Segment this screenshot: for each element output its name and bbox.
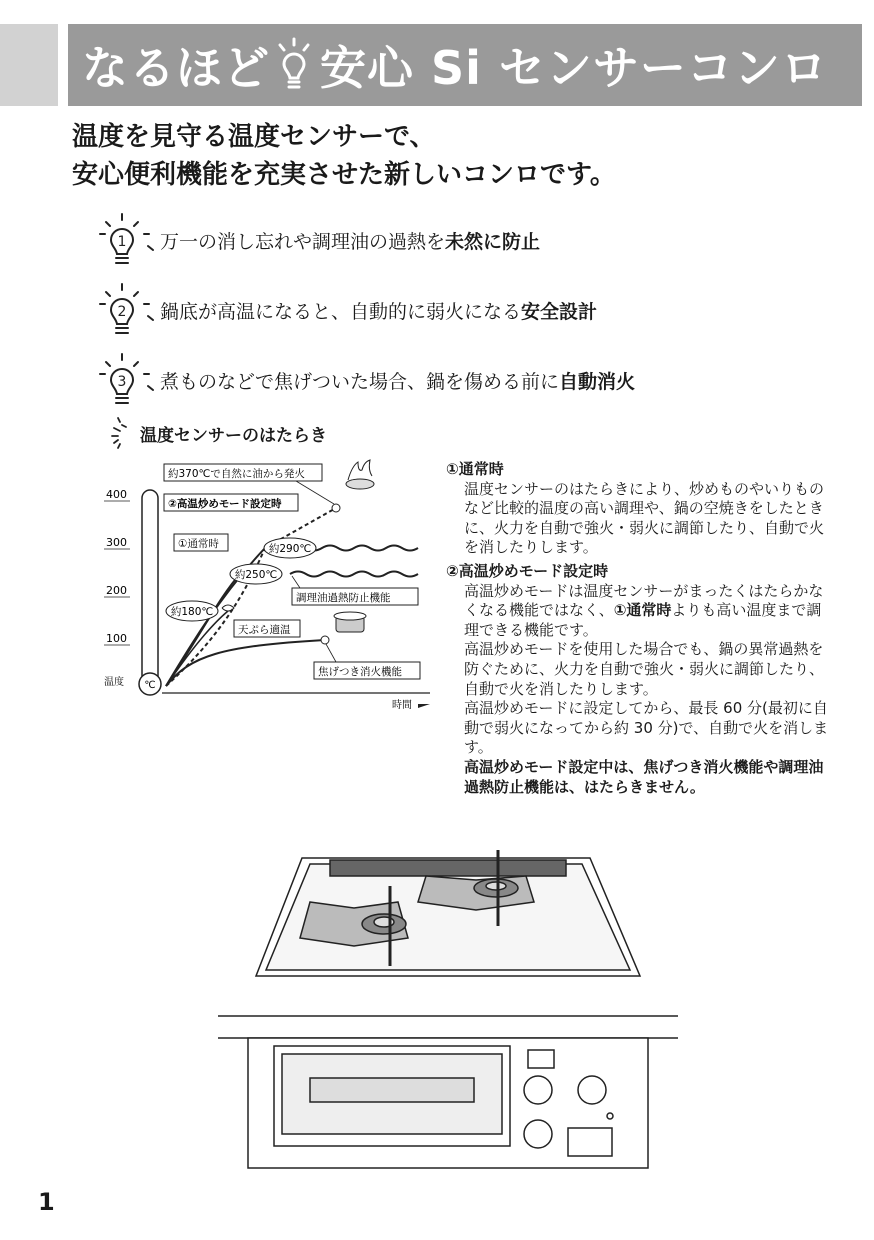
y-ticks <box>104 488 130 645</box>
feature-3 <box>96 350 635 410</box>
feature-number: 1 <box>117 234 127 250</box>
feature-1 <box>96 210 540 270</box>
light-rays-icon <box>108 416 132 450</box>
headline-line2: 安心便利機能を充実させた新しいコンロです。 <box>72 160 616 190</box>
high-mode-body2: 高温炒めモードを使用した場合でも、鍋の異常過熱を防ぐために、火力を自動で強火・弱火に調節したり、自動で火を消したりします。 <box>464 640 825 698</box>
page-number: 1 <box>38 1188 55 1216</box>
y-tick-label: 100 <box>106 632 127 645</box>
title-part1: なるほど <box>82 41 270 95</box>
y-axis-label: 温度 <box>104 677 124 688</box>
numbered-bulb-icon <box>96 352 156 408</box>
banner-side-tab <box>0 24 58 106</box>
numbered-bulb-icon <box>96 212 156 268</box>
section-heading <box>108 416 327 450</box>
t290-label: 約290℃ <box>268 543 312 555</box>
ignite-label: 約370℃で自然に油から発火 <box>168 468 305 480</box>
feature-text: 煮ものなどで焦げついた場合、鍋を傷める前に <box>160 370 560 393</box>
pot-icon <box>334 612 366 632</box>
unit-label: ℃ <box>144 680 156 691</box>
series-normal-hold <box>290 572 418 577</box>
normal-title: ①通常時 <box>446 460 504 478</box>
high-mode-label: ②高温炒めモード設定時 <box>168 498 282 510</box>
flaming-pot-icon <box>346 460 374 489</box>
feature-2 <box>96 280 597 340</box>
scorch-label: 焦げつき消火機能 <box>318 666 402 678</box>
tempura-icon <box>222 605 234 611</box>
numbered-bulb-icon <box>96 282 156 338</box>
page-title <box>82 32 828 98</box>
title-banner <box>68 24 862 106</box>
normal-body: 温度センサーのはたらきにより、炒めものやいりものなど比較的温度の高い調理や、鍋の空焼きをしたときに、火力を自動で強火・弱火に調節したり、自動で火を消したりします。 <box>464 479 825 557</box>
tempura-label: 天ぷら適温 <box>238 624 291 636</box>
y-tick-label: 400 <box>106 488 127 501</box>
x-axis-label: 時間 <box>392 700 412 711</box>
feature-number: 2 <box>117 304 127 320</box>
feature-text: 鍋底が高温になると、自動的に弱火になる <box>160 300 522 323</box>
oil-overheat-label: 調理油過熱防止機能 <box>296 592 391 604</box>
headline <box>72 118 616 194</box>
feature-text: 万一の消し忘れや調理油の過熱を <box>160 230 446 253</box>
t180-label: 約180℃ <box>170 606 214 618</box>
feature-bold: 未然に防止 <box>445 230 541 253</box>
high-mode-body3: 高温炒めモードに設定してから、最長 60 分(最初に自動で弱火になってから約 30 分)で、自動で火を消します。 <box>464 699 829 757</box>
y-tick-label: 300 <box>106 536 127 549</box>
feature-number: 3 <box>117 374 127 390</box>
stove-illustration <box>218 846 682 1180</box>
thermometer <box>142 490 158 686</box>
high-mode-body-a: 高温炒めモードは温度センサーがまったくはたらかなくなる機能ではなく、 <box>464 581 824 620</box>
title-part2: 安心 Si センサーコンロ <box>320 41 828 95</box>
headline-line1: 温度を見守る温度センサーで、 <box>72 122 436 152</box>
stove-front <box>248 1038 648 1168</box>
high-mode-title: ②高温炒めモード設定時 <box>446 561 609 580</box>
x-axis-arrow <box>418 704 430 708</box>
section-title: 温度センサーのはたらき <box>140 425 327 446</box>
high-mode-body-c: よりも高い温度まで調理できる機能です。 <box>464 601 822 639</box>
ignite-point <box>332 504 340 512</box>
high-mode-body <box>446 582 832 641</box>
high-mode-note: 高温炒めモード設定中は、焦げつき消火機能や調理油過熱防止機能は、はたらきません。 <box>464 757 824 796</box>
explanation <box>446 460 832 797</box>
feature-bold: 安全設計 <box>521 300 598 323</box>
lightbulb-icon <box>272 37 318 93</box>
feature-bold: 自動消火 <box>559 370 636 393</box>
normal-label: ①通常時 <box>178 538 219 550</box>
temperature-chart <box>100 456 440 718</box>
t250-label: 約250℃ <box>234 569 278 581</box>
scorch-point <box>321 636 329 644</box>
high-mode-body-b: ①通常時 <box>613 601 672 620</box>
y-tick-label: 200 <box>106 584 127 597</box>
